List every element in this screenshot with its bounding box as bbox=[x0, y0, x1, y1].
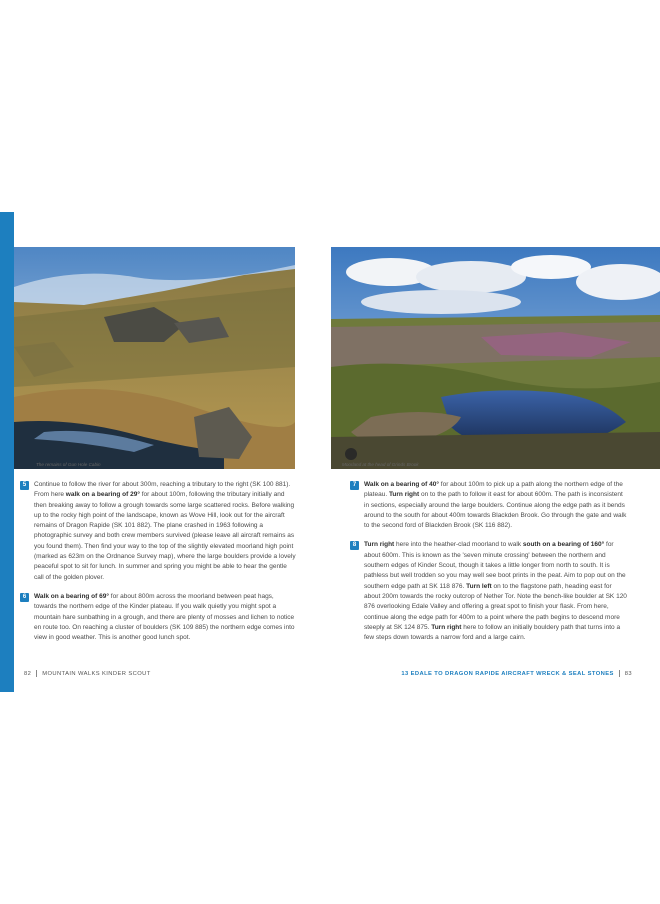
step-text-segment: for about 800m across the moorland between peat hags, towards the northern edge of the Kinder plateau. If you walk quietly you might spot a mountain hare sunbathing in a grough, and there are plenty of mosses and lichen to notice en route too. On reaching a cluster of boulders (SK 109 885) the northern edge comes into view in good weather. This is another good lunch spot. bbox=[34, 592, 295, 642]
bold-instruction: walk on a bearing of 29° bbox=[65, 491, 140, 499]
step-text-segment: on to the path to follow it east for about 600m. The path is inconsistent in sections, especially around the large boulders. Continue along the edge path as it bends around to the south for about 400m towards Blackden Brook. Go through the gate and walk to the second ford of Blackden Brook (SK 116 882). bbox=[364, 491, 627, 530]
left-page-footer bbox=[24, 670, 151, 677]
bold-instruction: Turn right bbox=[431, 623, 462, 631]
bold-instruction: south on a bearing of 160° bbox=[522, 541, 605, 549]
bold-instruction: Turn left bbox=[466, 582, 492, 590]
series-title: MOUNTAIN WALKS KINDER SCOUT bbox=[42, 671, 151, 678]
route-number: 13 bbox=[401, 671, 409, 678]
step-text-segment: here into the heather-clad moorland to walk bbox=[394, 541, 523, 549]
page-number: 83 bbox=[624, 671, 632, 678]
step-text-segment: on to the flagstone path, heading east for about 200m towards the rocky outcrop of Nether Tor. Note the bench-like boulder at SK 120 876 overlooking Edale Valley and offering a great spot to finish your flask. From here, continue along the edge path for 400m to a point where the path begins to descend more steeply at SK 124 875. bbox=[364, 582, 627, 631]
step-text bbox=[34, 480, 296, 583]
footer-divider bbox=[619, 670, 620, 677]
right-page-footer bbox=[401, 670, 632, 677]
footer-divider bbox=[36, 670, 37, 677]
photo-gun-hole-cabin bbox=[14, 247, 295, 469]
bold-instruction: Walk on a bearing of 40° bbox=[364, 481, 439, 488]
step-text bbox=[364, 480, 628, 531]
bold-instruction: Turn right bbox=[364, 541, 395, 549]
step-number-badge: 7 bbox=[350, 481, 359, 490]
route-step bbox=[22, 592, 296, 643]
step-text-segment: for about 100m, following the tributary initially and then breaking away to follow a grough towards some large scattered rocks. Before walking up to the rocky high point of the landscape, known as Wove Hill, look out for the aircraft remains of Dragon Rapide (SK 101 882). The plane crashed in 1963 following a photographic survey and both crew members survived (please leave all aircraft remains as you found them). Then find your way to the top of the slightly elevated moorland high point (marked as 623m on the Ordnance Survey map), where the large boulders provide a lovely peaceful spot to sit for lunch. In summer and spring you might be able to hear the gentle call of the golden plover. bbox=[34, 491, 296, 581]
step-text-segment: here to follow an initially bouldery path that turns into a few steps down towards a narrow ford and a large cairn. bbox=[364, 623, 621, 642]
step-number-badge: 5 bbox=[20, 481, 29, 490]
route-step bbox=[352, 540, 628, 643]
photo-caption-left: The remains of Gun Hole Cabin bbox=[36, 462, 101, 467]
step-number-badge: 8 bbox=[350, 541, 359, 550]
page-number: 82 bbox=[24, 671, 32, 678]
route-step bbox=[352, 480, 628, 531]
step-text bbox=[34, 592, 296, 643]
step-text-segment: Continue to follow the river for about 300m, reaching a tributary to the right (SK 100 881). From here bbox=[34, 481, 291, 499]
right-text-column bbox=[352, 480, 628, 652]
step-text bbox=[364, 540, 628, 643]
route-title: EDALE TO DRAGON RAPIDE AIRCRAFT WRECK & SEAL STONES bbox=[410, 671, 614, 678]
chapter-edge-tab bbox=[0, 212, 14, 692]
step-text-segment: for about 600m. This is known as the 'seven minute crossing' between the northern and southern edges of Kinder Scout, though it takes a little longer from north to south. It is pathless but well trodden so you may well see boot prints in the peat. Aim to pop out on the southern edge path at SK 118 876. bbox=[364, 541, 626, 590]
photo-caption-right: Moorland at the head of Grinds Brook bbox=[342, 462, 419, 467]
left-text-column bbox=[22, 480, 296, 652]
photo-grinds-brook bbox=[331, 247, 660, 469]
step-text-segment: for about 100m to pick up a path along the northern edge of the plateau. bbox=[364, 481, 623, 499]
step-number-badge: 6 bbox=[20, 593, 29, 602]
bold-instruction: Walk on a bearing of 69° bbox=[34, 592, 109, 600]
route-step bbox=[22, 480, 296, 583]
bold-instruction: Turn right bbox=[388, 491, 420, 499]
